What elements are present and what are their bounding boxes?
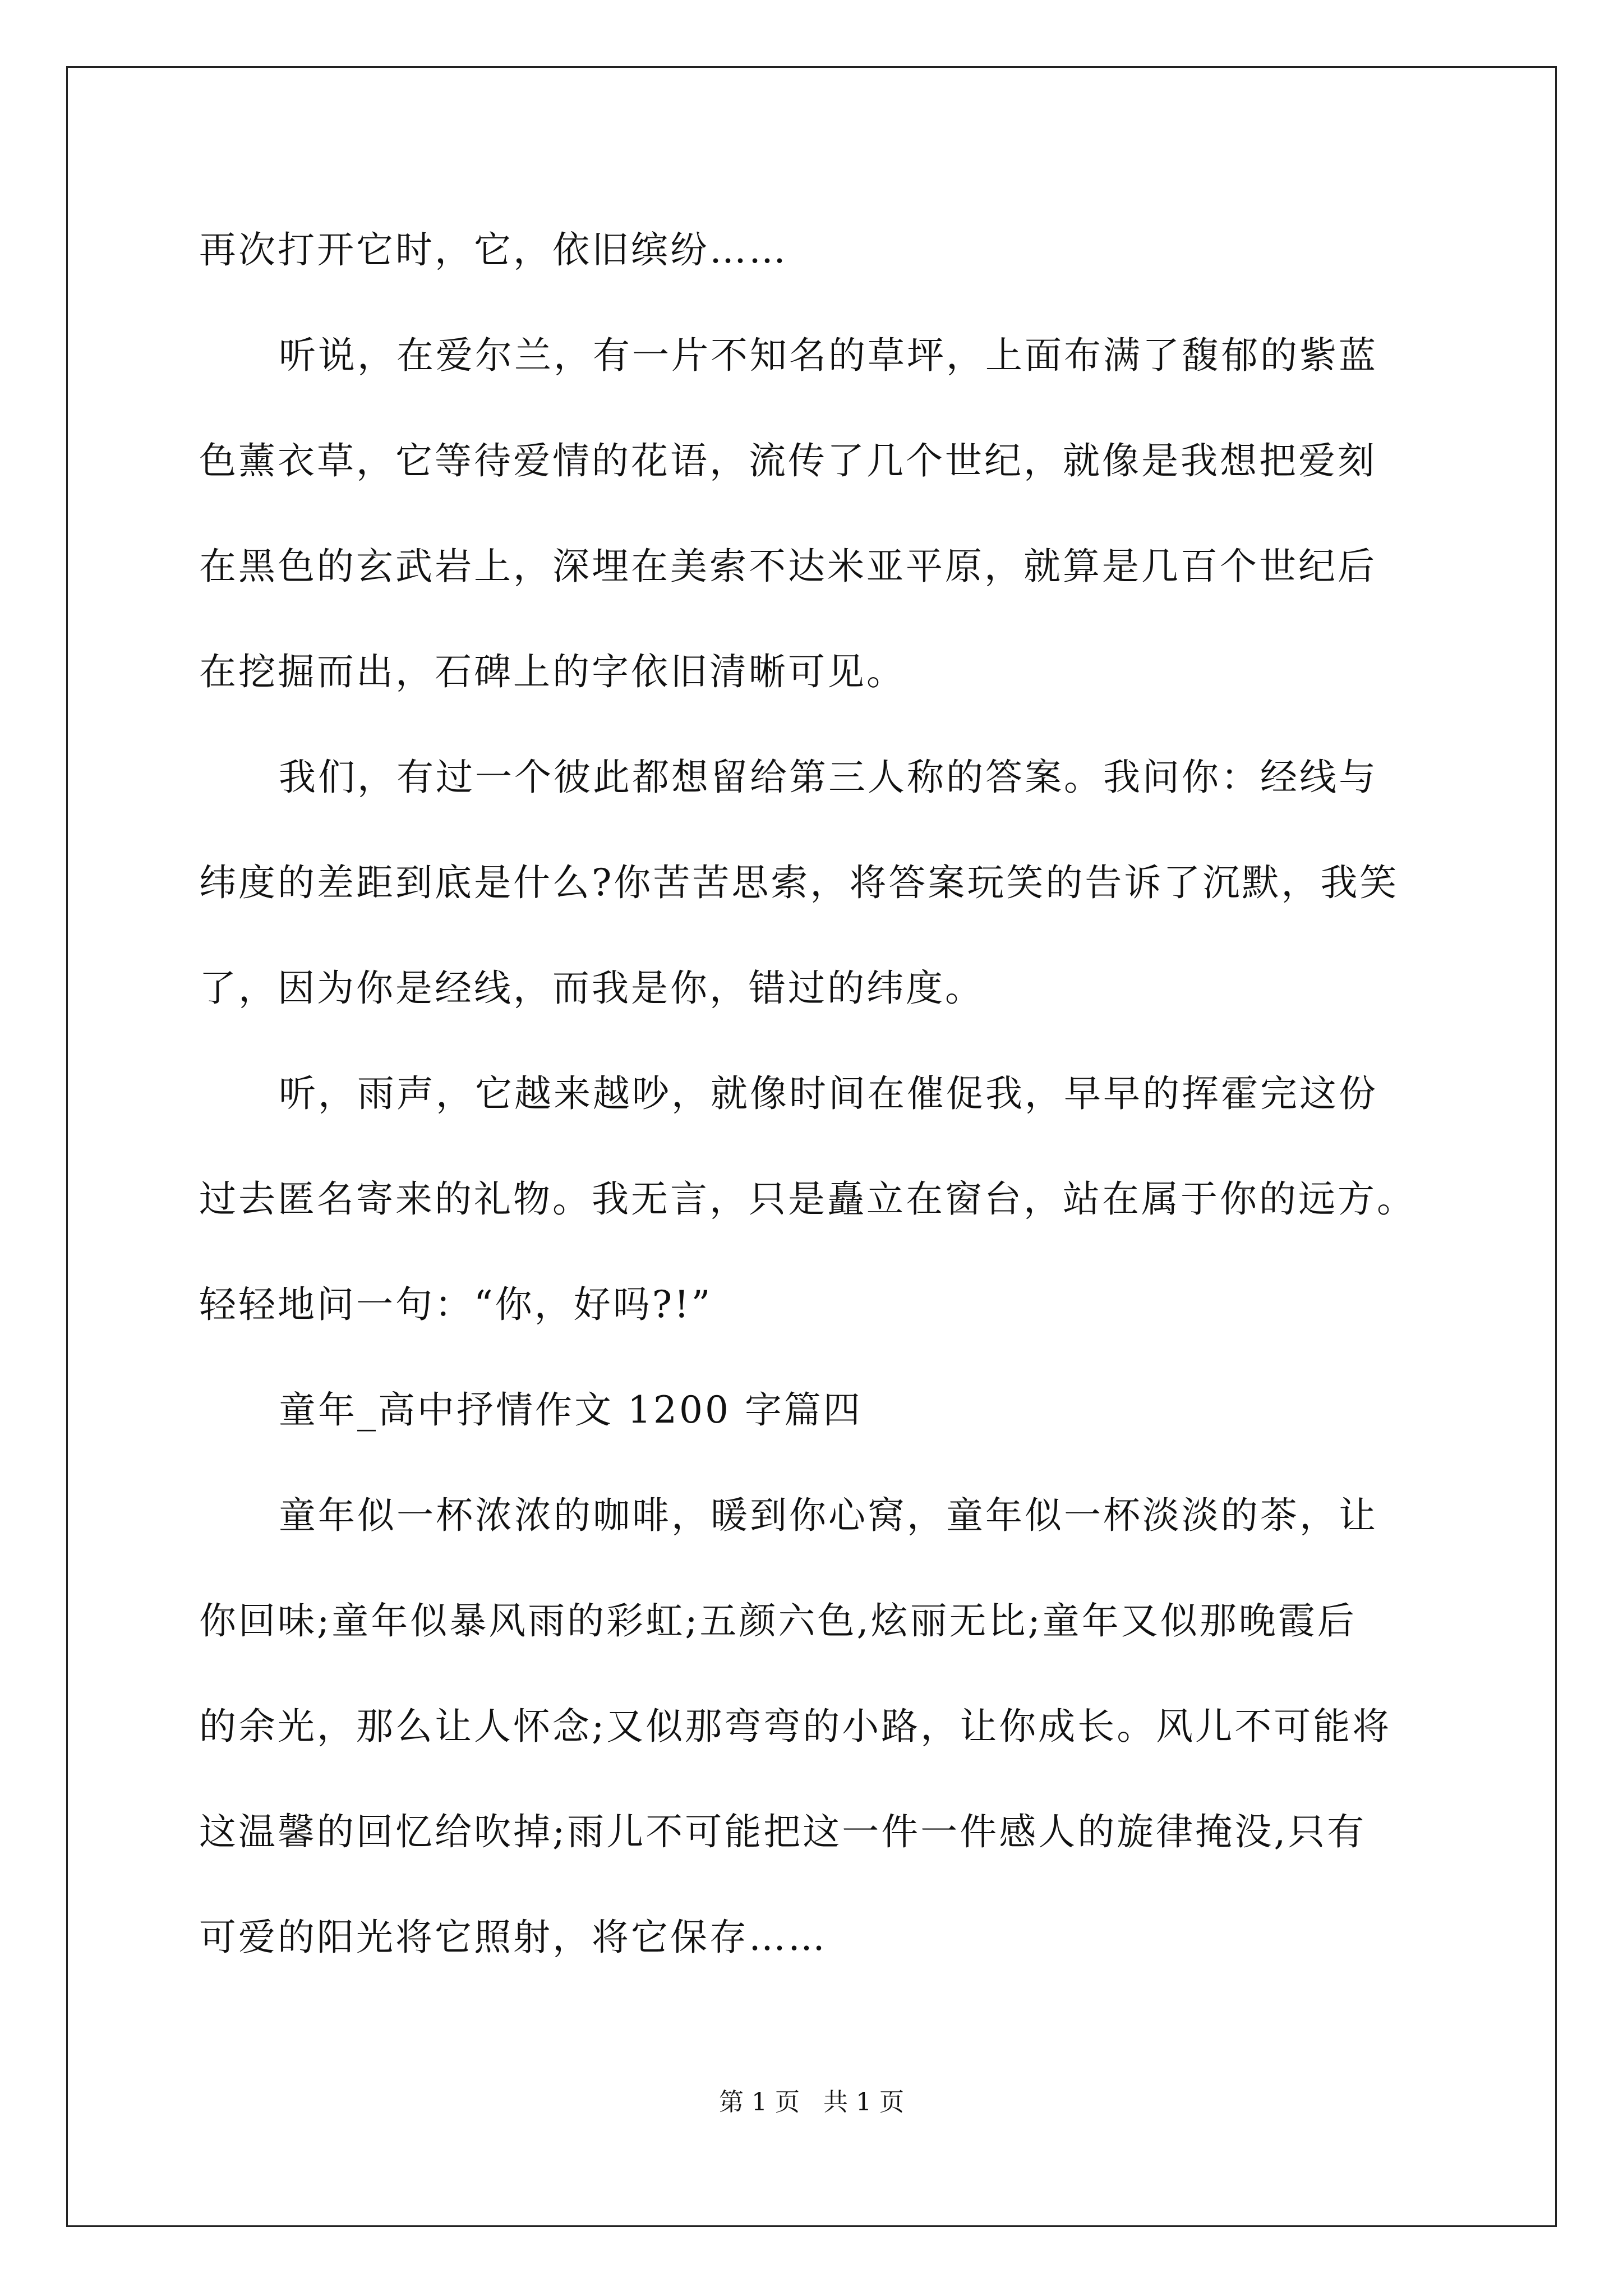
text-line: 在挖掘而出，石碑上的字依旧清晰可见。 xyxy=(199,650,906,693)
paragraph-start-line: 听说，在爱尔兰，有一片不知名的草坪，上面布满了馥郁的紫蓝 xyxy=(279,334,1378,377)
text-line: 纬度的差距到底是什么?你苦苦思索，将答案玩笑的告诉了沉默，我笑 xyxy=(199,861,1399,904)
text-line: 在黑色的玄武岩上，深埋在美索不达米亚平原，就算是几百个世纪后 xyxy=(199,545,1377,588)
paragraph-start-line: 童年似一杯浓浓的咖啡，暖到你心窝，童年似一杯淡淡的茶，让 xyxy=(279,1494,1378,1537)
text-line: 色薰衣草，它等待爱情的花语，流传了几个世纪，就像是我想把爱刻 xyxy=(199,439,1377,482)
text-line: 再次打开它时，它，依旧缤纷…… xyxy=(199,228,788,272)
paragraph-start-line: 听，雨声，它越来越吵，就像时间在催促我，早早的挥霍完这份 xyxy=(279,1072,1378,1115)
text-line: 了，因为你是经线，而我是你，错过的纬度。 xyxy=(199,967,984,1010)
text-line: 轻轻地问一句：“你，好吗?!” xyxy=(199,1283,713,1326)
text-line: 你回味;童年似暴风雨的彩虹;五颜六色,炫丽无比;童年又似那晚霞后 xyxy=(199,1599,1357,1642)
text-line: 这温馨的回忆给吹掉;雨儿不可能把这一件一件感人的旋律掩没,只有 xyxy=(199,1810,1367,1853)
text-line: 过去匿名寄来的礼物。我无言，只是矗立在窗台，站在属于你的远方。 xyxy=(199,1177,1416,1221)
text-line: 可爱的阳光将它照射，将它保存…… xyxy=(199,1916,827,1959)
text-line: 的余光，那么让人怀念;又似那弯弯的小路，让你成长。风儿不可能将 xyxy=(199,1705,1392,1748)
document-body xyxy=(199,197,1467,1990)
section-heading: 童年_高中抒情作文 1200 字篇四 xyxy=(279,1388,863,1432)
paragraph-start-line: 我们，有过一个彼此都想留给第三人称的答案。我问你：经线与 xyxy=(279,756,1378,799)
page-number-footer: 第 1 页 共 1 页 xyxy=(719,2088,904,2116)
